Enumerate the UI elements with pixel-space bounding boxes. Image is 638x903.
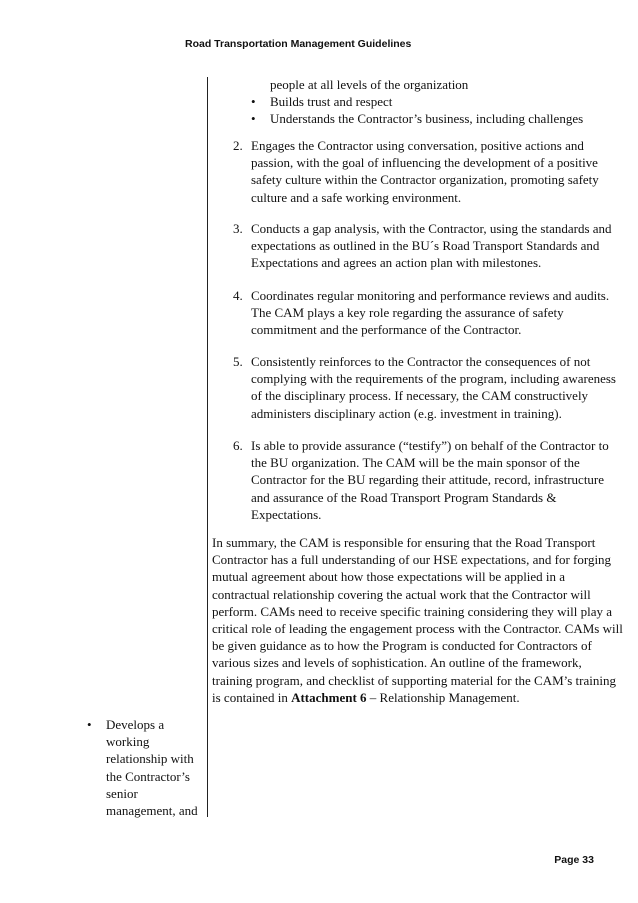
left-column-item	[87, 716, 204, 819]
page-number: Page 33	[554, 854, 594, 866]
item-text: Engages the Contractor using conversation, positive actions and passion, with the goal of influencing the development of a positive safety culture within the Contractor organization, promoting safety culture and a safe working environment.	[251, 138, 599, 205]
attachment-reference: Attachment 6	[291, 689, 367, 705]
numbered-item-6	[233, 437, 621, 523]
item-text: Conducts a gap analysis, with the Contractor, using the standards and expectations as outlined in the BU´s Road Transport Standards and Expectations and agrees an action plan with milestones.	[251, 221, 612, 271]
left-column-text: Develops a working relationship with the Contractor’s senior management, and	[106, 717, 198, 819]
bullet-item: • Understands the Contractor’s business, including challenges	[251, 110, 621, 127]
summary-text: In summary, the CAM is responsible for ensuring that the Road Transport Contractor has a full understanding of our HSE expectations, and for forging mutual agreement about how those expectations will be applied in a contractual relationship covering the actual work that the Contractor will perform. CAMs need to receive specific training considering they will play a critical role of leading the engagement process with the Contractor. CAMs will be given guidance as to how the Program is conducted for Contractors of various sizes and levels of sophistication. An outline of the framework, training program, and checklist of supporting material for the CAM’s training is contained in	[212, 535, 623, 705]
bullet-item: • Builds trust and respect	[251, 93, 621, 110]
item-number: 2.	[233, 138, 243, 153]
item-number: 6.	[233, 438, 243, 453]
bullet-continuation: people at all levels of the organization	[270, 77, 469, 92]
item-text: Consistently reinforces to the Contractor the consequences of not complying with the requirements of the program, including awareness of the disciplinary process. If necessary, the CAM constructively administers disciplinary action (e.g. investment in training).	[251, 354, 616, 421]
summary-tail: – Relationship Management.	[366, 689, 520, 705]
item-number: 3.	[233, 221, 243, 236]
item-number: 4.	[233, 288, 243, 303]
numbered-item-5	[233, 353, 621, 422]
summary-paragraph	[212, 534, 624, 706]
bullet-marker: •	[87, 717, 92, 732]
numbered-item-4	[233, 287, 621, 339]
numbered-item-2	[233, 137, 621, 206]
item-number: 5.	[233, 354, 243, 369]
page-header: Road Transportation Management Guidelines	[185, 38, 412, 50]
item-text: Coordinates regular monitoring and performance reviews and audits. The CAM plays a key role regarding the assurance of safety commitment and the performance of the Contractor.	[251, 288, 610, 338]
column-divider	[207, 77, 208, 817]
item-text: Is able to provide assurance (“testify”) on behalf of the Contractor to the BU organization. The CAM will be the main sponsor of the Contractor for the BU regarding their attitude, record, infrastructure and assurance of the Road Transport Program Standards & Expectations.	[251, 438, 609, 522]
numbered-item-3	[233, 220, 621, 272]
bullet-list	[251, 76, 621, 128]
